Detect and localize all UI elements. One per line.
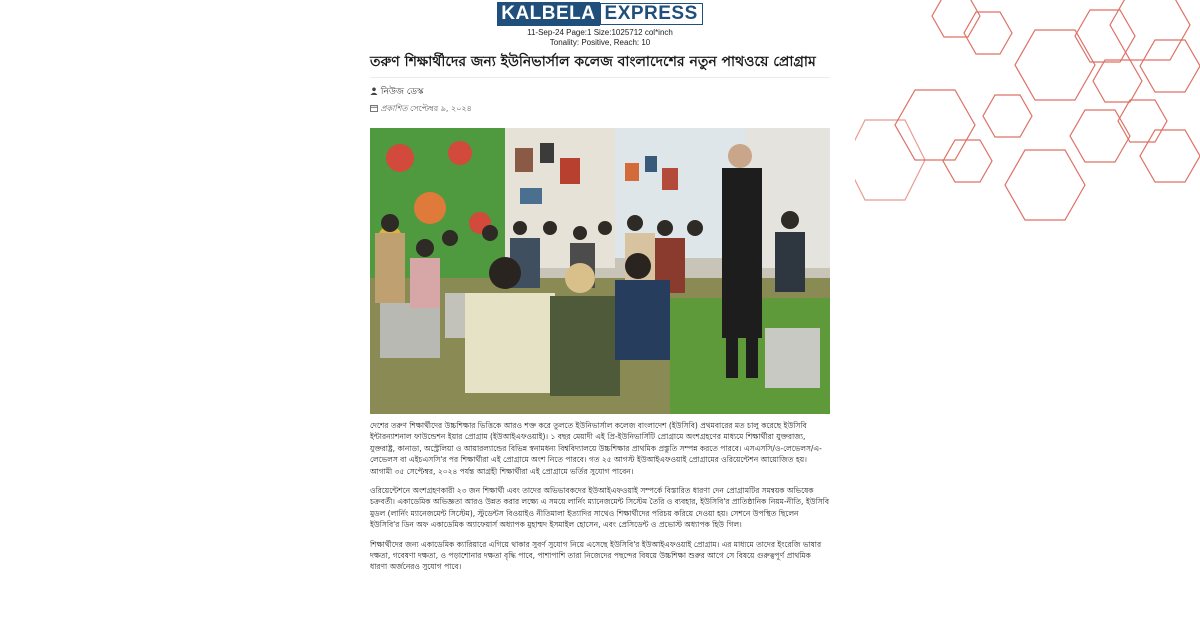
published-date: সেপ্টেম্বর ৯, ২০২৪ <box>410 104 472 113</box>
masthead <box>501 2 698 48</box>
paragraph: দেশের তরুণ শিক্ষার্থীদের উচ্চশিক্ষার ভিত্তিকে আরও শক্ত করে তুলতে ইউনিভার্সাল কলেজ বাংলাদেশ (ইউসিবি) প্রথমবারের মত চালু করেছে ইউসিবি ইন্টারন্যাশনাল ফাউন্ডেশন ইয়ার প্রোগ্রাম (ইউআইএফওয়াই)। ১ বছর মেয়াদী এই প্রি-ইউনিভার্সিটি প্রোগ্রামে অংশগ্রহণের মাধ্যমে শিক্ষার্থীরা যুক্তরাজ্য, যুক্তরাষ্ট্র, কানাডা, অস্ট্রেলিয়া ও আয়ারল্যান্ডের বিভিন্ন স্বনামধন্য বিশ্ববিদ্যালয়ে উচ্চশিক্ষার প্রাথমিক প্রস্তুতি সম্পন্ন করতে পারবে। এসএসসি/ও-লেভেলস/এ-লেভেলস বা এইচএসসি'র পর শিক্ষার্থীরা এই প্রোগ্রামে অংশ নিতে পারবে। গত ২৫ আগস্ট ইউআইএফওয়াই প্রোগ্রামের ওরিয়েন্টেশন আয়োজিত হয়। আগামী ৩৫ সেপ্টেম্বর, ২০২৪ পর্যন্ত আগ্রহী শিক্ষার্থীরা এই প্রোগ্রামে ভর্তির সুযোগ পাবেন। <box>370 421 822 476</box>
clip-metadata <box>518 28 682 48</box>
calendar-icon <box>370 104 378 112</box>
logo-kalbela: KALBELA <box>497 2 599 26</box>
article-headline: তরুণ শিক্ষার্থীদের জন্য ইউনিভার্সাল কলেজ বাংলাদেশের নতুন পাথওয়ে প্রোগ্রাম <box>370 54 816 70</box>
article-photo <box>370 128 830 414</box>
clip-tonality: Tonality: Positive, Reach: 10 <box>549 38 651 47</box>
publish-info <box>370 103 472 116</box>
hexagon-pattern-decoration <box>855 0 1200 250</box>
published-label: প্রকাশিত <box>380 104 408 113</box>
divider <box>370 77 830 78</box>
paragraph: ওরিয়েন্টেশনে অংশগ্রহণকারী ২৩ জন শিক্ষার্থী এবং তাদের অভিভাবকদের ইউআইএফওয়াই সম্পর্কে বিস্তারিত ধারণা দেন প্রোগ্রামটির সমন্বয়ক অভিষেক চক্রবর্তী। একাডেমিক অভিজ্ঞতা আরও উন্নত করার লক্ষ্যে এ সময়ে লার্নিং ম্যানেজমেন্ট সিস্টেম তৈরি ও ব্যবহার, ইউসিবি'র প্রাতিষ্ঠানিক নিয়ম-নীতি, ইউসিবি মুডল (লার্নিং ম্যানেজমেন্ট সিস্টেম), স্টুডেন্টস বিওয়াইও নীতিমালা ইত্যাদির সাথেও শিক্ষার্থীদের পরিচয় করিয়ে দেওয়া হয়। সেশনে উপস্থিত ছিলেন ইউসিবি'র ডিন অফ একাডেমিক অ্যাফেয়ার্স অধ্যাপক মুহাম্মদ ইসমাইল হোসেন, এবং প্রেসিডেন্ট ও প্রভোস্ট অধ্যাপক হিউ গিল। <box>370 486 829 530</box>
kalbela-express-logo <box>501 2 698 26</box>
byline <box>370 84 424 99</box>
user-icon <box>370 87 378 95</box>
paragraph: শিক্ষার্থীদের জন্য একাডেমিক ক্যারিয়ারে এগিয়ে থাকার সুবর্ণ সুযোগ নিয়ে এসেছে ইউসিবি'র ইউআইএফওয়াই প্রোগ্রাম। এর মাধ্যমে তাদের ইংরেজি ভাষার দক্ষতা, গবেষণা দক্ষতা, ও পড়াশোনার দক্ষতা বৃদ্ধি পাবে, পাশাপাশি তারা নিজেদের পছন্দের বিষয়ে উচ্চশিক্ষা শুরুর আগে সে বিষয়ে গুরুত্বপূর্ণ প্রাথমিক ধারণা অর্জনেরও সুযোগ পাবে। <box>370 539 822 572</box>
article-body <box>370 420 830 581</box>
logo-express: EXPRESS <box>600 3 703 25</box>
clip-info: 11-Sep-24 Page:1 Size:1025712 col*inch <box>527 28 673 37</box>
author-name: নিউজ ডেস্ক <box>380 87 424 97</box>
